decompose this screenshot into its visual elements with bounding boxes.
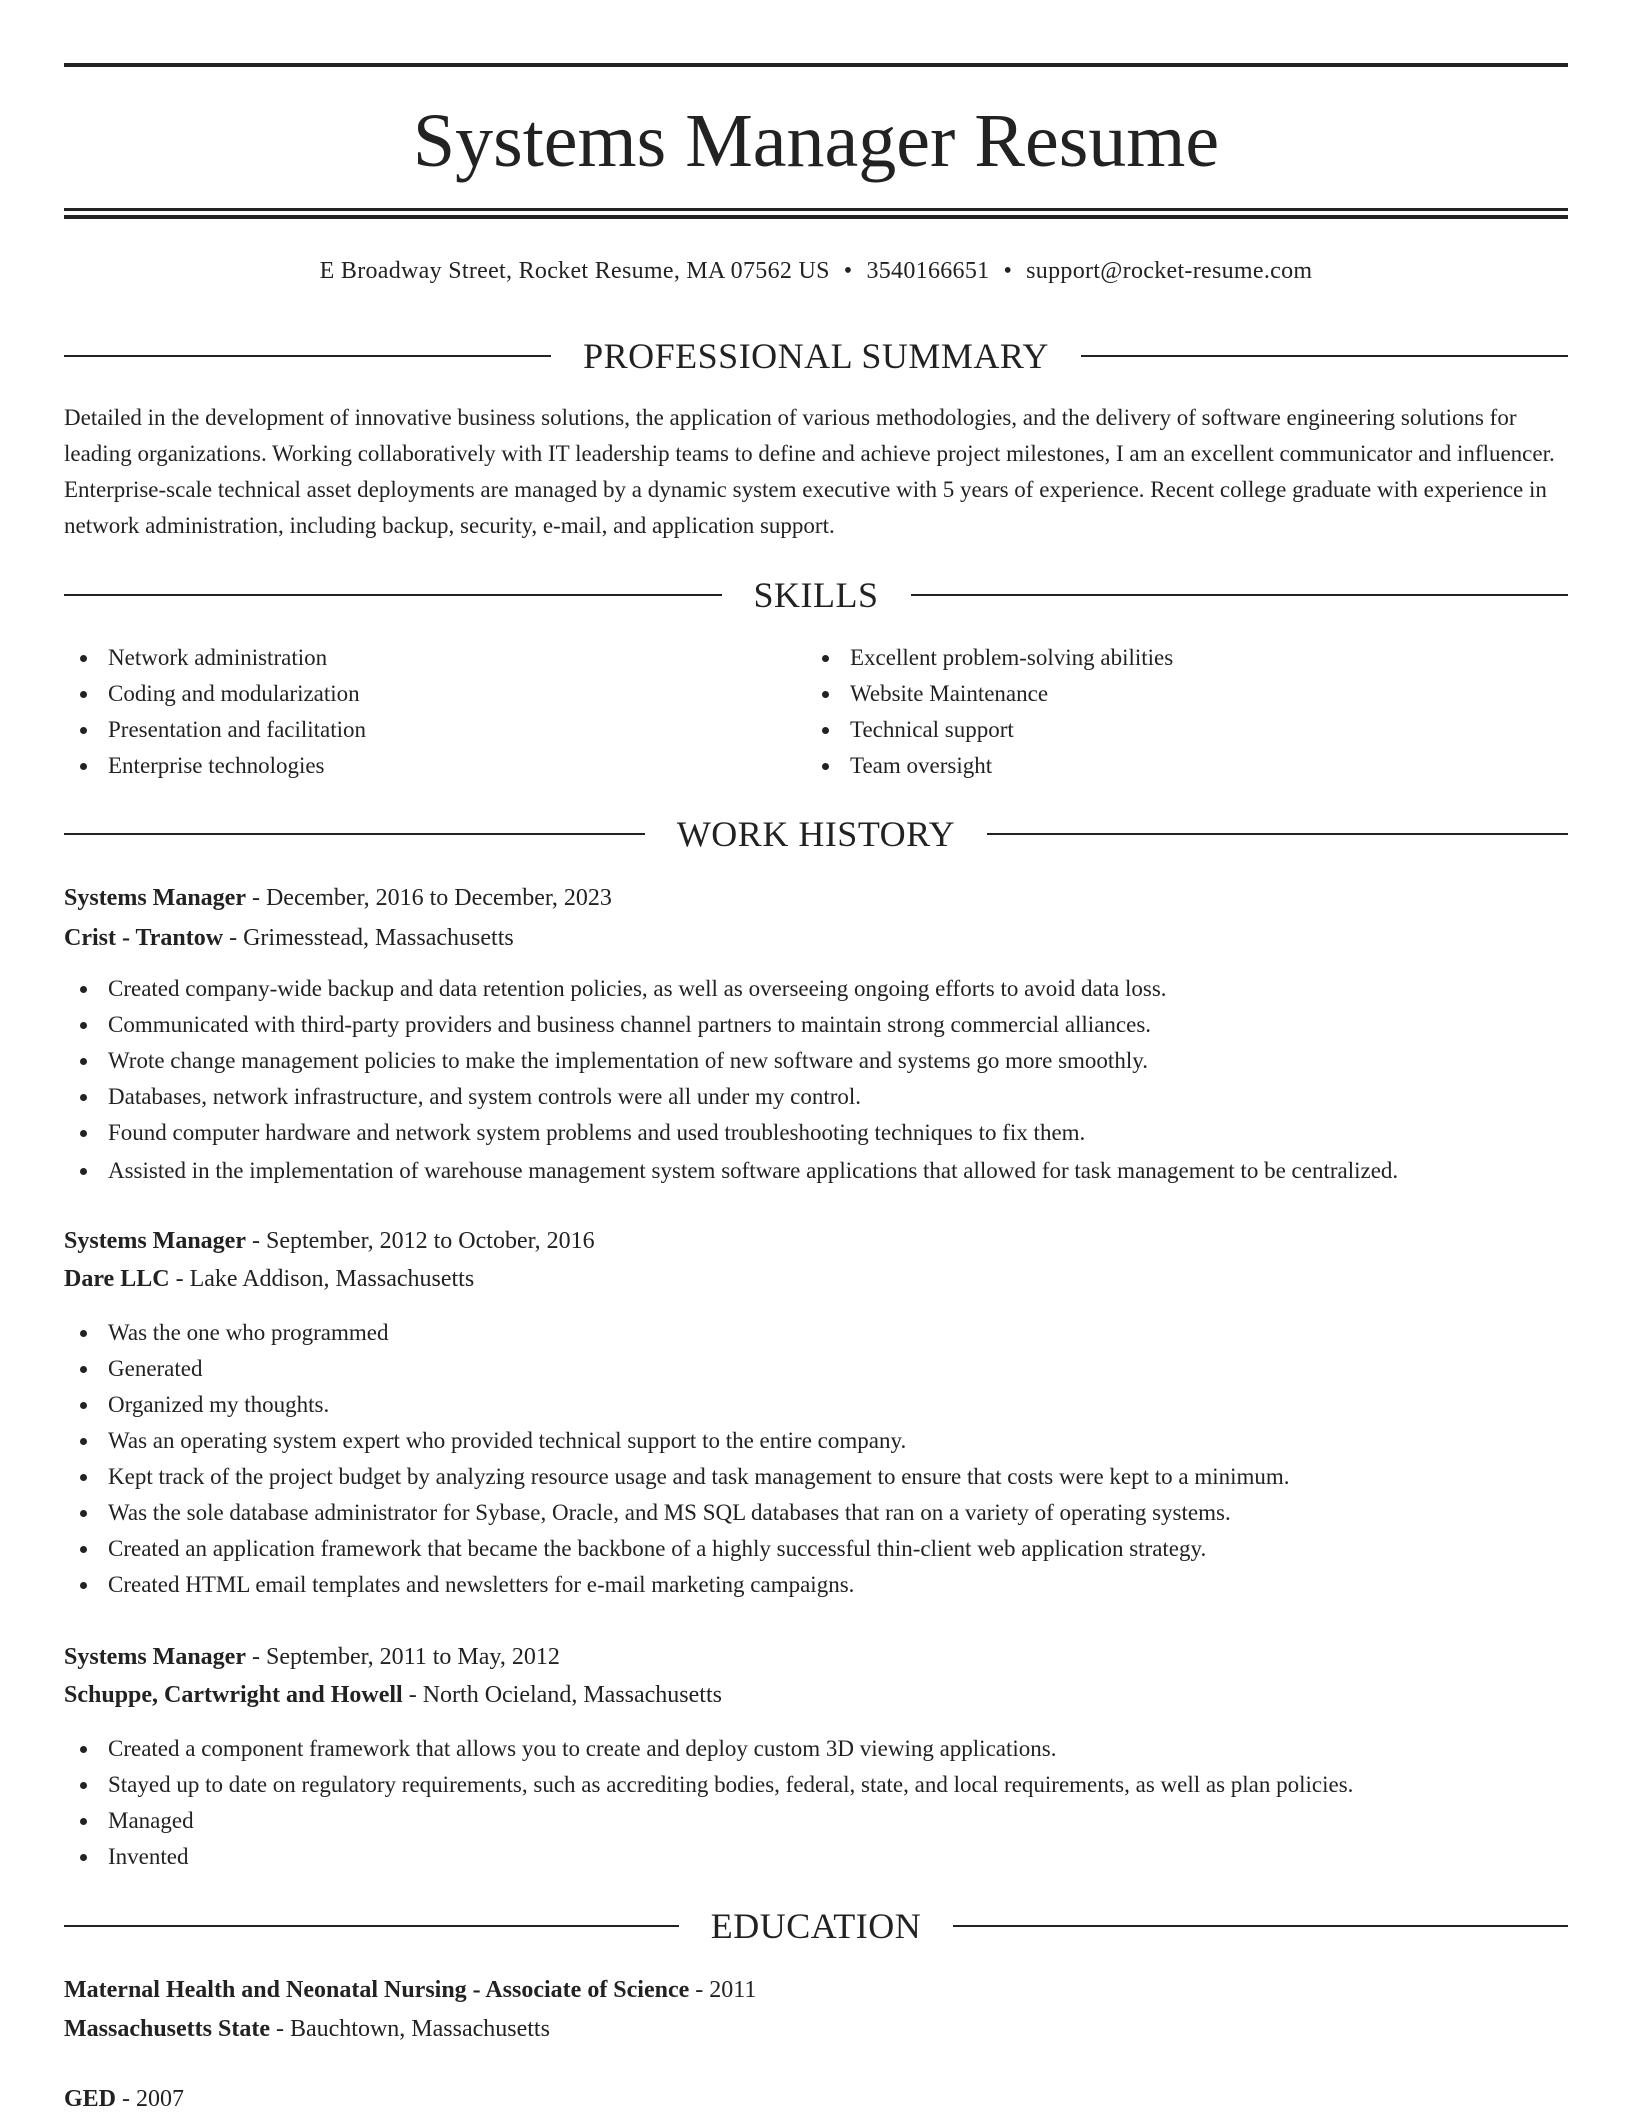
section-title: WORK HISTORY [676, 814, 956, 854]
section-title: PROFESSIONAL SUMMARY [583, 336, 1049, 376]
heading-rule [1081, 355, 1568, 357]
job-dates: September, 2011 to May, 2012 [265, 1644, 560, 1670]
page-title: Systems Manager Resume [412, 99, 1220, 183]
education-degree: GED [64, 2086, 117, 2112]
skill-item: Presentation and facilitation [64, 712, 366, 748]
job-bullet: Found computer hardware and network system problems and used troubleshooting techniques to fix them. [64, 1115, 1568, 1151]
section-title: EDUCATION [710, 1906, 922, 1946]
skill-item: Technical support [806, 712, 1173, 748]
job-bullet: Wrote change management policies to make the implementation of new software and systems go more smoothly. [64, 1043, 1568, 1079]
skills-list-left [64, 640, 366, 784]
contact-line [64, 255, 1568, 287]
education-degree: Maternal Health and Neonatal Nursing - Associate of Science [64, 1977, 690, 2003]
job-company-line [64, 1261, 1568, 1297]
skill-item: Enterprise technologies [64, 748, 366, 784]
skill-item: Network administration [64, 640, 366, 676]
job-bullet: Was an operating system expert who provided technical support to the entire company. [64, 1423, 1568, 1459]
dash: - [689, 1977, 710, 2003]
job-location: Lake Addison, Massachusetts [189, 1266, 475, 1292]
job-company-line [64, 1677, 1568, 1713]
education-year: 2011 [709, 1977, 757, 2003]
dash: - [223, 925, 244, 951]
job-bullet: Created company-wide backup and data retention policies, as well as overseeing ongoing efforts to avoid data loss. [64, 971, 1568, 1007]
job-bullet: Assisted in the implementation of warehouse management system software applications that allowed for task management to be centralized. [64, 1153, 1568, 1189]
heading-rule [64, 355, 551, 357]
heading-rule [64, 594, 722, 596]
education-school: Massachusetts State [64, 2016, 270, 2042]
heading-rule [64, 1925, 679, 1927]
summary-paragraph: Detailed in the development of innovative business solutions, the application of various methodologies, and the delivery of software engineering solutions for leading organizations. Working collaboratively with IT leadership teams to define and achieve project milestones, I am an excellent communicator and influencer. Enterprise-scale technical asset deployments are managed by a dynamic system executive with 5 years of experience. Recent college graduate with experience in network administration, including backup, security, e-mail, and application support. [64, 405, 1555, 538]
job-bullet: Created HTML email templates and newsletters for e-mail marketing campaigns. [64, 1567, 1568, 1603]
job-title-line [64, 1223, 1568, 1259]
section-heading-skills [64, 573, 1568, 617]
job-bullet: Created a component framework that allows you to create and deploy custom 3D viewing applications. [64, 1731, 1568, 1767]
title-double-rule [64, 208, 1568, 219]
job-bullet: Organized my thoughts. [64, 1387, 1568, 1423]
skill-item: Coding and modularization [64, 676, 366, 712]
job-bullet: Was the sole database administrator for Sybase, Oracle, and MS SQL databases that ran on a variety of operating systems. [64, 1495, 1568, 1531]
education-year: 2007 [136, 2086, 185, 2112]
dash: - [245, 885, 266, 911]
dash: - [245, 1228, 266, 1254]
job-bullet: Invented [64, 1839, 1568, 1875]
contact-email: support@rocket-resume.com [1026, 258, 1313, 284]
dash: - [169, 1266, 190, 1292]
job-company-line [64, 920, 1568, 956]
job-dates: September, 2012 to October, 2016 [265, 1228, 595, 1254]
job-title-line [64, 1639, 1568, 1675]
job-bullet: Kept track of the project budget by analyzing resource usage and task management to ensure that costs were kept to a minimum. [64, 1459, 1568, 1495]
skill-item: Excellent problem-solving abilities [806, 640, 1173, 676]
job-title: Systems Manager [64, 1644, 246, 1670]
dash: - [269, 2016, 290, 2042]
section-heading-education [64, 1904, 1568, 1948]
dash: - [245, 1644, 266, 1670]
heading-rule [987, 833, 1568, 835]
heading-rule [953, 1925, 1568, 1927]
heading-rule [64, 833, 645, 835]
job-title-line [64, 880, 1568, 916]
job-location: North Ocieland, Massachusetts [422, 1682, 722, 1708]
job-bullets [64, 1731, 1568, 1875]
skills-list-right [806, 640, 1173, 784]
heading-rule [911, 594, 1569, 596]
education-location: Bauchtown, Massachusetts [289, 2016, 550, 2042]
job-dates: December, 2016 to December, 2023 [265, 885, 612, 911]
section-heading-summary [64, 334, 1568, 378]
contact-separator: • [843, 258, 853, 284]
contact-phone: 3540166651 [866, 258, 990, 284]
job-bullets [64, 971, 1568, 1189]
job-location: Grimesstead, Massachusetts [243, 925, 514, 951]
job-bullet: Was the one who programmed [64, 1315, 1568, 1351]
dash: - [402, 1682, 423, 1708]
skill-item: Website Maintenance [806, 676, 1173, 712]
job-bullet: Managed [64, 1803, 1568, 1839]
job-bullet: Generated [64, 1351, 1568, 1387]
job-bullet: Databases, network infrastructure, and system controls were all under my control. [64, 1079, 1568, 1115]
contact-address: E Broadway Street, Rocket Resume, MA 07562 US [319, 258, 830, 284]
job-title: Systems Manager [64, 1228, 246, 1254]
job-bullet: Stayed up to date on regulatory requirements, such as accrediting bodies, federal, state, and local requirements, as well as plan policies. [64, 1767, 1568, 1803]
top-rule [64, 63, 1568, 67]
contact-separator: • [1003, 258, 1013, 284]
education-school-line [64, 2011, 1568, 2047]
dash: - [116, 2086, 137, 2112]
job-company: Crist - Trantow [64, 925, 224, 951]
job-company: Dare LLC [64, 1266, 170, 1292]
job-bullets [64, 1315, 1568, 1603]
job-bullet: Created an application framework that became the backbone of a highly successful thin-client web application strategy. [64, 1531, 1568, 1567]
education-degree-line [64, 1972, 1568, 2008]
section-heading-work [64, 812, 1568, 856]
job-title: Systems Manager [64, 885, 246, 911]
skill-item: Team oversight [806, 748, 1173, 784]
section-title: SKILLS [753, 575, 879, 615]
job-bullet: Communicated with third-party providers and business channel partners to maintain strong commercial alliances. [64, 1007, 1568, 1043]
job-company: Schuppe, Cartwright and Howell [64, 1682, 403, 1708]
